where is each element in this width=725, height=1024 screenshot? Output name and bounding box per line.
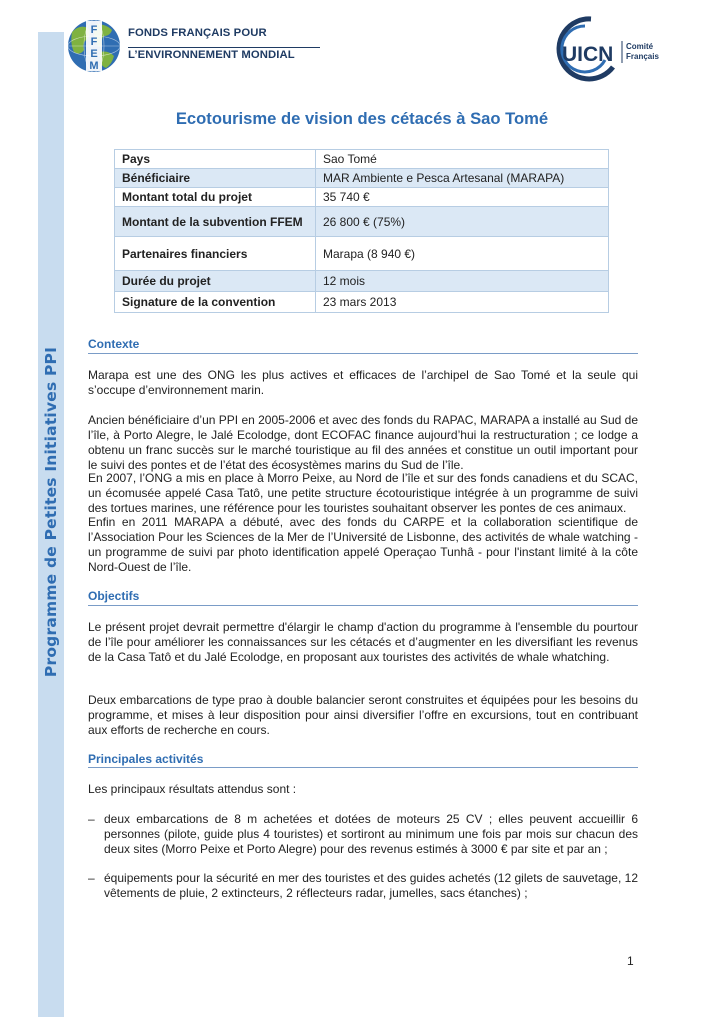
objectifs-paragraph-1: Le présent projet devrait permettre d'élargir le champ d'action du programme à l'ensemble du pourtour de l’île pour améliorer les connaissances sur les cétacés et d’augmenter en les diversifiant les revenus de la Casa Tatô et du Jalé Ecolodge, en proposant aux touristes des activités de whale whatching.	[88, 620, 638, 664]
table-value-duree: 12 mois	[316, 271, 609, 292]
table-value-montant-total: 35 740 €	[316, 188, 609, 207]
ffem-name-line1: FONDS FRANÇAIS POUR	[128, 27, 267, 39]
uicn-logo	[555, 16, 675, 82]
section-divider	[88, 605, 638, 606]
uicn-sub-line1: Comité	[626, 42, 654, 51]
activites-intro: Les principaux résultats attendus sont :	[88, 782, 297, 796]
uicn-sub-line2: Français	[626, 52, 659, 61]
section-heading-contexte: Contexte	[88, 337, 140, 351]
table-row	[115, 169, 609, 188]
table-key-montant-total: Montant total du projet	[115, 188, 316, 207]
table-row	[115, 237, 609, 271]
section-divider	[88, 353, 638, 354]
table-key-beneficiaire: Bénéficiaire	[115, 169, 316, 188]
table-value-signature: 23 mars 2013	[316, 292, 609, 313]
contexte-paragraph-1: Marapa est une des ONG les plus actives et efficaces de l’archipel de Sao Tomé et la seule qui s’occupe d’environnement marin.	[88, 368, 638, 397]
section-divider	[88, 767, 638, 768]
ffem-letter-e: E	[90, 48, 98, 60]
objectifs-paragraph-2: Deux embarcations de type prao à double balancier seront construites et équipées pour les besoins du programme, et mises à leur disposition pour ainsi diversifier l’offre en excursions, tout en contribuant aux efforts de recherche en cours.	[88, 693, 638, 737]
table-row	[115, 271, 609, 292]
document-title: Ecotourisme de vision des cétacés à Sao Tomé	[175, 109, 549, 128]
bullet-dash: –	[88, 871, 95, 885]
list-item	[88, 812, 638, 857]
table-row	[115, 207, 609, 237]
ffem-letter-f2: F	[90, 36, 98, 48]
bullet-text: deux embarcations de 8 m achetées et dotées de moteurs 25 CV ; elles peuvent accueillir 6 personnes (pilote, guide plus 4 touristes) et sortiront au minimum une fois par mois sur chacun des deux sites (Morro Peixe et Porto Alegre) pour des revenus estimés à 3000 € par site et par an ;	[104, 812, 638, 856]
section-heading-activites: Principales activités	[88, 752, 204, 766]
ffem-letter-f1: F	[90, 24, 98, 36]
ffem-name	[128, 25, 295, 64]
list-item	[88, 871, 638, 901]
uicn-emblem-icon	[555, 16, 675, 82]
bullet-text: équipements pour la sécurité en mer des touristes et des guides achetés (12 gilets de sauvetage, 12 vêtements de pluie, 2 extincteurs, 2 réflecteurs radar, jumelles, sacs étanches) ;	[104, 871, 638, 900]
contexte-paragraph-3: En 2007, l’ONG a mis en place à Morro Peixe, au Nord de l’île et sur des fonds canadiens et du SCAC, un écomusée appelé Casa Tatô, une petite structure écotouristique intégrée à un programme de suivi des tortues marines, une référence pour les touristes souhaitant observer les pontes de ces animaux.	[88, 471, 638, 515]
ffem-name-line2: L’ENVIRONNEMENT MONDIAL	[128, 49, 295, 61]
table-value-partenaires: Marapa (8 940 €)	[316, 237, 609, 271]
ffem-logo	[66, 18, 326, 82]
page-number: 1	[627, 954, 634, 968]
section-heading-objectifs: Objectifs	[88, 589, 140, 603]
ffem-divider	[128, 47, 320, 48]
table-value-pays: Sao Tomé	[316, 150, 609, 169]
contexte-paragraph-4: Enfin en 2011 MARAPA a débuté, avec des fonds du CARPE et la collaboration scientifique de l’Association Pour les Sciences de la Mer de l’Université de Lisbonne, des activités de whale watching - un programme de suivi par photo identification appelé Operaçao Tunhâ - pour l'instant limité à la côte Nord-Ouest de l’île.	[88, 515, 638, 574]
table-key-pays: Pays	[115, 150, 316, 169]
table-key-duree: Durée du projet	[115, 271, 316, 292]
sidebar-programme-label: Programme de Petites Initiatives PPI	[42, 346, 60, 678]
table-key-partenaires: Partenaires financiers	[115, 237, 316, 271]
table-value-montant-subvention: 26 800 € (75%)	[316, 207, 609, 237]
table-key-signature: Signature de la convention	[115, 292, 316, 313]
uicn-name: UICN	[562, 43, 614, 66]
table-row	[115, 292, 609, 313]
table-row	[115, 150, 609, 169]
bullet-dash: –	[88, 812, 95, 826]
contexte-paragraph-2: Ancien bénéficiaire d’un PPI en 2005-2006 et avec des fonds du RAPAC, MARAPA a installé au Sud de l’île, à Porto Alegre, le Jalé Ecolodge, dont ECOFAC finance aujourd’hui la restructuration ; ce lodge a obtenu un franc succès sur le marché touristique au fil des années et constitue un outil important pour le suivi des pontes et de l’état des écosystèmes marins du Sud de l’île.	[88, 413, 638, 472]
table-value-beneficiaire: MAR Ambiente e Pesca Artesanal (MARAPA)	[316, 169, 609, 188]
ffem-letter-m: M	[89, 60, 99, 72]
globe-icon	[66, 18, 122, 74]
table-row	[115, 188, 609, 207]
table-key-montant-subvention: Montant de la subvention FFEM	[115, 207, 316, 237]
project-info-table	[114, 149, 609, 313]
